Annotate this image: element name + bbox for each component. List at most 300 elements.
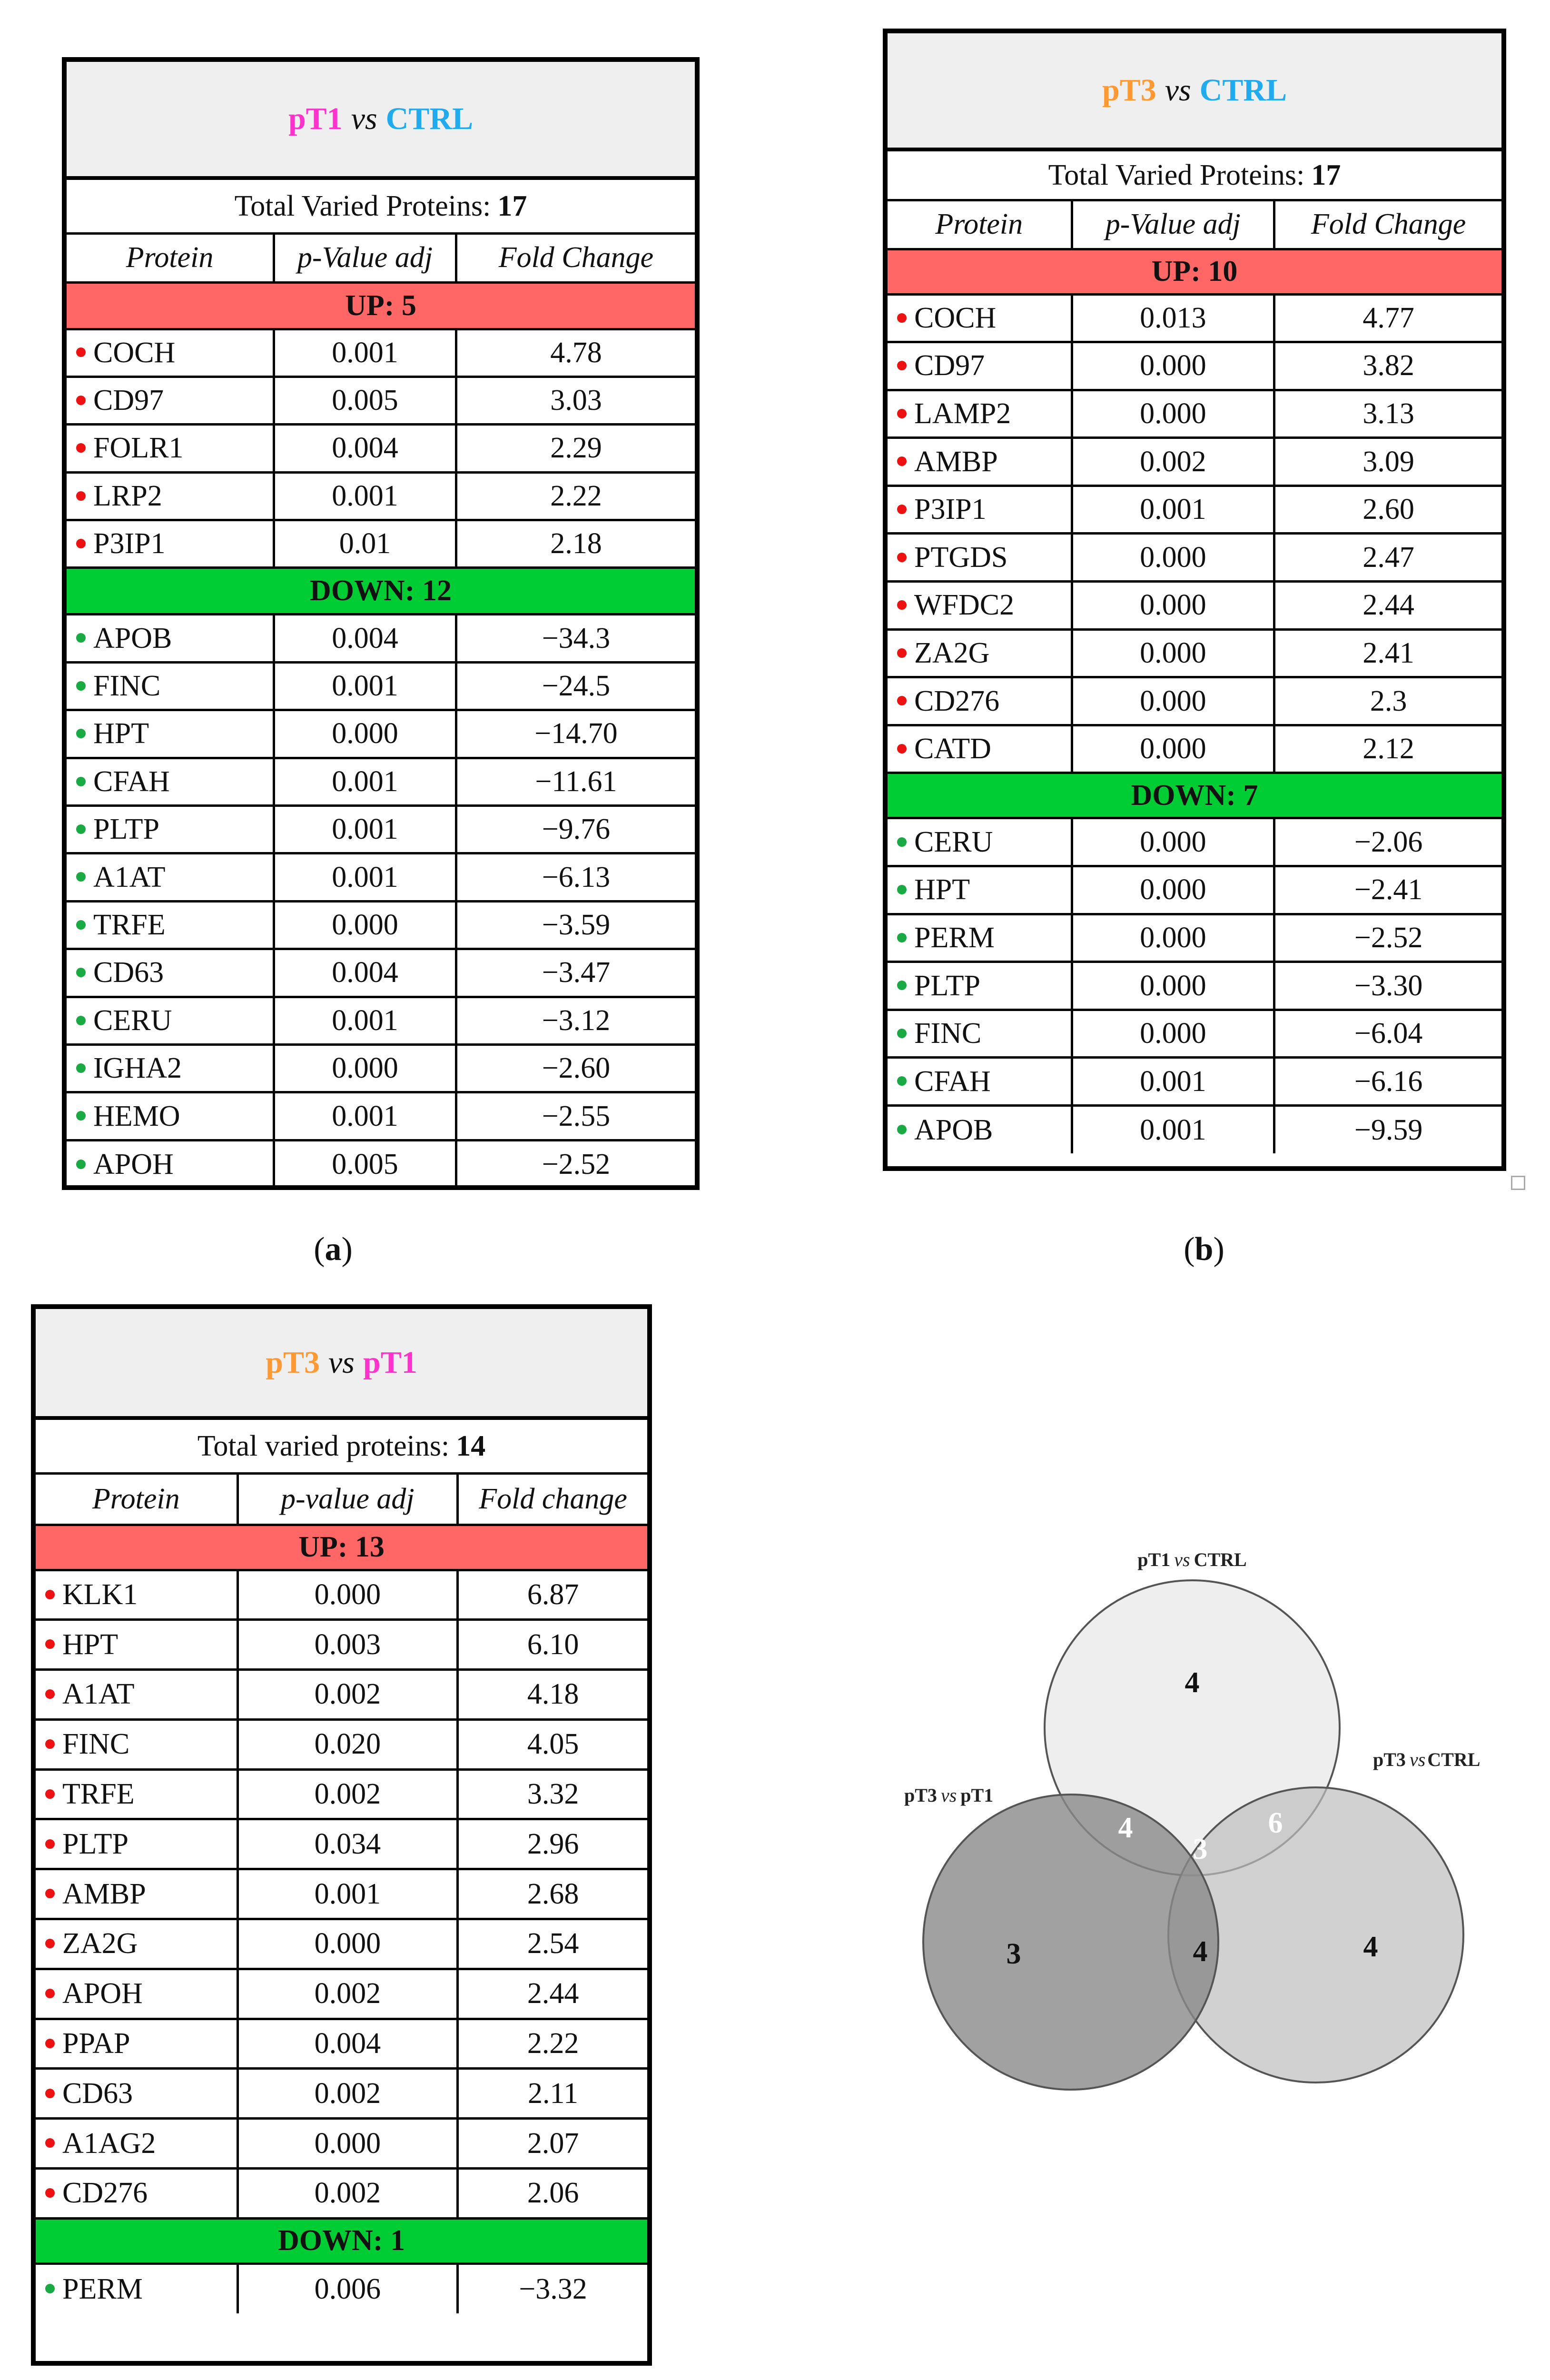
- table-row: [36, 1919, 647, 1969]
- p-value-cell: 0.001: [1072, 1106, 1274, 1154]
- protein-name: [888, 962, 1072, 1010]
- table-row: [888, 486, 1501, 534]
- table-panel-a: [62, 57, 700, 1190]
- fold-change-cell: 6.10: [458, 1620, 647, 1670]
- up-group-header: UP: 10: [888, 249, 1501, 294]
- green-dot-icon: [76, 1016, 86, 1025]
- green-dot-icon: [76, 777, 86, 786]
- venn-count-top-left: 4: [1118, 1812, 1133, 1844]
- protein-label: FOLR1: [93, 432, 184, 465]
- protein-name: [36, 1869, 237, 1919]
- protein-name: [67, 997, 274, 1044]
- protein-label: AMBP: [914, 445, 998, 478]
- protein-label: HPT: [914, 873, 970, 906]
- protein-label: APOH: [62, 1977, 143, 2010]
- green-dot-icon: [76, 729, 86, 738]
- red-dot-icon: [45, 2089, 55, 2098]
- p-value-cell: 0.000: [1072, 725, 1274, 773]
- title-vs: vs: [328, 1345, 355, 1380]
- total-label: Total Varied Proteins:: [234, 189, 491, 222]
- table-row: [67, 425, 695, 472]
- red-dot-icon: [45, 1590, 55, 1599]
- protein-name: [36, 2019, 237, 2069]
- fold-change-cell: −6.16: [1274, 1058, 1501, 1106]
- title-vs: vs: [1165, 73, 1191, 108]
- fold-change-cell: 2.41: [1274, 629, 1501, 677]
- protein-name: [888, 534, 1072, 582]
- protein-name: [67, 472, 274, 520]
- protein-name: [36, 2069, 237, 2119]
- p-value-cell: 0.001: [274, 1092, 456, 1140]
- red-dot-icon: [76, 443, 86, 453]
- fold-change-cell: 4.05: [458, 1719, 647, 1769]
- table-row: [67, 853, 695, 901]
- red-dot-icon: [45, 2138, 55, 2148]
- red-dot-icon: [76, 347, 86, 357]
- fold-change-cell: 2.11: [458, 2069, 647, 2119]
- table-panel-c: [31, 1304, 652, 2366]
- table-row: [888, 438, 1501, 486]
- protein-name: [67, 615, 274, 662]
- table-row: [36, 1620, 647, 1670]
- venn-count-left-right: 4: [1193, 1935, 1208, 1968]
- red-dot-icon: [45, 1939, 55, 1948]
- protein-name: [67, 1044, 274, 1092]
- protein-name: [888, 725, 1072, 773]
- fold-change-cell: 2.68: [458, 1869, 647, 1919]
- protein-label: CD97: [93, 384, 164, 417]
- protein-name: [888, 677, 1072, 725]
- total-varied-proteins: [67, 180, 695, 235]
- green-dot-icon: [897, 885, 907, 894]
- protein-table: [36, 1475, 647, 2313]
- red-dot-icon: [45, 1789, 55, 1799]
- p-value-cell: 0.004: [274, 425, 456, 472]
- protein-name: [67, 806, 274, 853]
- protein-label: PTGDS: [914, 541, 1008, 574]
- p-value-cell: 0.002: [237, 2169, 458, 2219]
- green-dot-icon: [897, 933, 907, 942]
- fold-change-cell: −9.76: [456, 806, 695, 853]
- table-row: [36, 2069, 647, 2119]
- protein-name: [888, 914, 1072, 962]
- table-row: [67, 806, 695, 853]
- p-value-cell: 0.000: [1072, 390, 1274, 438]
- protein-name: [888, 438, 1072, 486]
- table-row: [67, 710, 695, 758]
- total-varied-proteins: [36, 1420, 647, 1475]
- protein-name: [36, 2263, 237, 2313]
- red-dot-icon: [45, 1989, 55, 1998]
- green-dot-icon: [897, 1125, 907, 1134]
- p-value-cell: 0.020: [237, 1719, 458, 1769]
- fold-change-cell: −6.04: [1274, 1010, 1501, 1058]
- table-title: [888, 33, 1501, 151]
- protein-name: [888, 866, 1072, 914]
- down-group-header: DOWN: 7: [888, 773, 1501, 818]
- protein-label: CD63: [93, 956, 164, 989]
- protein-name: [67, 710, 274, 758]
- protein-label: IGHA2: [93, 1052, 182, 1085]
- table-row: [67, 1092, 695, 1140]
- total-value: 17: [497, 189, 527, 222]
- fold-change-cell: 3.32: [458, 1769, 647, 1819]
- caption-b: (b): [1184, 1231, 1224, 1268]
- fold-change-cell: 2.54: [458, 1919, 647, 1969]
- p-value-cell: 0.001: [237, 1869, 458, 1919]
- total-varied-proteins: [888, 151, 1501, 201]
- protein-name: [36, 1819, 237, 1869]
- fold-change-cell: 2.07: [458, 2119, 647, 2169]
- p-value-cell: 0.000: [1072, 677, 1274, 725]
- red-dot-icon: [897, 553, 907, 562]
- table-row: [36, 1670, 647, 1720]
- down-group-header: DOWN: 1: [36, 2218, 647, 2263]
- protein-label: FINC: [914, 1017, 982, 1050]
- protein-name: [67, 1140, 274, 1188]
- table-row: [36, 1969, 647, 2019]
- protein-name: [36, 1919, 237, 1969]
- protein-label: HEMO: [93, 1100, 180, 1132]
- total-label: Total Varied Proteins:: [1048, 159, 1305, 191]
- fold-change-cell: −3.30: [1274, 962, 1501, 1010]
- table-row: [36, 1769, 647, 1819]
- table-row: [888, 866, 1501, 914]
- p-value-cell: 0.002: [237, 1670, 458, 1720]
- table-row: [67, 997, 695, 1044]
- fold-change-cell: 2.22: [458, 2019, 647, 2069]
- fold-change-cell: 4.77: [1274, 294, 1501, 342]
- green-dot-icon: [897, 1076, 907, 1086]
- p-value-cell: 0.000: [237, 1919, 458, 1969]
- total-label: Total varied proteins:: [197, 1429, 450, 1462]
- protein-name: [888, 1106, 1072, 1154]
- title-group-right: CTRL: [1199, 73, 1287, 108]
- protein-name: [67, 1092, 274, 1140]
- fold-change-cell: 4.78: [456, 329, 695, 377]
- up-group-header: UP: 5: [67, 282, 695, 329]
- green-dot-icon: [45, 2284, 55, 2293]
- p-value-cell: 0.000: [1072, 342, 1274, 390]
- protein-name: [67, 662, 274, 710]
- table-panel-b: [883, 29, 1506, 1171]
- protein-name: [36, 1969, 237, 2019]
- protein-name: [67, 758, 274, 805]
- red-dot-icon: [897, 409, 907, 418]
- venn-count-top-only: 4: [1185, 1666, 1200, 1699]
- table-row: [36, 1570, 647, 1620]
- table-row: [67, 377, 695, 424]
- p-value-cell: 0.001: [1072, 486, 1274, 534]
- protein-name: [36, 2119, 237, 2169]
- protein-label: CATD: [914, 733, 991, 765]
- venn-count-left-only: 3: [1006, 1938, 1021, 1970]
- corner-marker: [1511, 1176, 1525, 1190]
- table-title: [36, 1309, 647, 1420]
- protein-name: [36, 1620, 237, 1670]
- title-group-right: pT1: [363, 1345, 417, 1380]
- protein-label: PPAP: [62, 2027, 130, 2060]
- protein-label: TRFE: [62, 1778, 135, 1811]
- red-dot-icon: [897, 696, 907, 705]
- fold-change-cell: 2.44: [1274, 582, 1501, 630]
- protein-label: A1AT: [93, 861, 166, 893]
- red-dot-icon: [897, 313, 907, 323]
- table-row: [888, 1106, 1501, 1154]
- protein-label: CERU: [93, 1004, 172, 1037]
- table-row: [36, 1819, 647, 1869]
- red-dot-icon: [45, 2188, 55, 2198]
- fold-change-cell: 2.44: [458, 1969, 647, 2019]
- protein-name: [888, 629, 1072, 677]
- table-title: [67, 62, 695, 180]
- protein-label: FINC: [93, 670, 161, 703]
- table-row: [67, 520, 695, 568]
- venn-circle-left: [923, 1795, 1218, 2090]
- protein-name: [888, 1058, 1072, 1106]
- table-row: [888, 962, 1501, 1010]
- venn-label-top: pT1 vs CTRL: [1137, 1549, 1247, 1570]
- red-dot-icon: [897, 744, 907, 754]
- fold-change-cell: −2.52: [1274, 914, 1501, 962]
- p-value-cell: 0.003: [237, 1620, 458, 1670]
- p-value-cell: 0.002: [1072, 438, 1274, 486]
- protein-label: CERU: [914, 825, 993, 858]
- protein-label: HPT: [62, 1628, 118, 1661]
- table-row: [36, 2169, 647, 2219]
- table-row: [67, 1044, 695, 1092]
- fold-change-cell: −34.3: [456, 615, 695, 662]
- table-row: [36, 1719, 647, 1769]
- red-dot-icon: [897, 361, 907, 370]
- red-dot-icon: [76, 539, 86, 548]
- protein-label: A1AG2: [62, 2127, 156, 2160]
- protein-label: AMBP: [62, 1877, 146, 1910]
- p-value-cell: 0.000: [274, 901, 456, 949]
- fold-change-cell: 3.03: [456, 377, 695, 424]
- fold-change-cell: 2.47: [1274, 534, 1501, 582]
- table-row: [888, 629, 1501, 677]
- protein-label: P3IP1: [914, 493, 987, 526]
- venn-diagram: [857, 1499, 1532, 2213]
- table-row: [888, 914, 1501, 962]
- protein-label: CD63: [62, 2077, 133, 2110]
- green-dot-icon: [897, 1029, 907, 1038]
- p-value-cell: 0.001: [274, 997, 456, 1044]
- table-row: [888, 1010, 1501, 1058]
- table-row: [36, 1869, 647, 1919]
- table-row: [36, 2019, 647, 2069]
- red-dot-icon: [897, 456, 907, 466]
- table-row: [888, 294, 1501, 342]
- column-header: p-value adj: [237, 1475, 458, 1525]
- p-value-cell: 0.001: [1072, 1058, 1274, 1106]
- p-value-cell: 0.001: [274, 662, 456, 710]
- table-row: [888, 818, 1501, 866]
- table-row: [888, 534, 1501, 582]
- red-dot-icon: [45, 1889, 55, 1898]
- protein-label: PLTP: [93, 813, 160, 846]
- down-group-header: DOWN: 12: [67, 568, 695, 615]
- fold-change-cell: −3.32: [458, 2263, 647, 2313]
- p-value-cell: 0.001: [274, 329, 456, 377]
- protein-label: COCH: [93, 336, 176, 369]
- protein-table: [888, 201, 1501, 1153]
- column-header: Fold Change: [1274, 201, 1501, 249]
- protein-name: [36, 2169, 237, 2219]
- total-value: 17: [1311, 159, 1341, 191]
- title-group-left: pT3: [266, 1345, 320, 1380]
- table-row: [67, 662, 695, 710]
- protein-label: KLK1: [62, 1578, 138, 1611]
- protein-label: LRP2: [93, 479, 162, 512]
- p-value-cell: 0.000: [1072, 629, 1274, 677]
- protein-name: [888, 582, 1072, 630]
- protein-name: [67, 901, 274, 949]
- protein-name: [36, 1769, 237, 1819]
- protein-label: APOB: [93, 622, 172, 654]
- column-header: Protein: [888, 201, 1072, 249]
- p-value-cell: 0.001: [274, 806, 456, 853]
- p-value-cell: 0.004: [237, 2019, 458, 2069]
- red-dot-icon: [76, 491, 86, 501]
- fold-change-cell: 3.13: [1274, 390, 1501, 438]
- fold-change-cell: −3.12: [456, 997, 695, 1044]
- p-value-cell: 0.004: [274, 949, 456, 997]
- green-dot-icon: [76, 824, 86, 834]
- p-value-cell: 0.000: [1072, 1010, 1274, 1058]
- p-value-cell: 0.013: [1072, 294, 1274, 342]
- p-value-cell: 0.001: [274, 853, 456, 901]
- title-group-left: pT1: [288, 101, 343, 136]
- fold-change-cell: −3.47: [456, 949, 695, 997]
- fold-change-cell: 3.82: [1274, 342, 1501, 390]
- title-group-right: CTRL: [385, 101, 474, 136]
- protein-label: TRFE: [93, 908, 166, 941]
- green-dot-icon: [76, 681, 86, 691]
- protein-label: PERM: [914, 921, 995, 954]
- green-dot-icon: [76, 1111, 86, 1121]
- table-row: [888, 342, 1501, 390]
- table-row: [36, 2263, 647, 2313]
- column-header: Fold change: [458, 1475, 647, 1525]
- up-group-header: UP: 13: [36, 1525, 647, 1570]
- fold-change-cell: 2.22: [456, 472, 695, 520]
- protein-label: WFDC2: [914, 589, 1015, 622]
- table-row: [67, 472, 695, 520]
- venn-count-right-only: 4: [1363, 1931, 1378, 1963]
- title-group-left: pT3: [1102, 73, 1156, 108]
- protein-name: [36, 1570, 237, 1620]
- p-value-cell: 0.000: [237, 2119, 458, 2169]
- fold-change-cell: 6.87: [458, 1570, 647, 1620]
- fold-change-cell: −9.59: [1274, 1106, 1501, 1154]
- p-value-cell: 0.000: [1072, 818, 1274, 866]
- protein-label: ZA2G: [914, 636, 990, 669]
- protein-label: APOH: [93, 1148, 174, 1181]
- protein-label: CFAH: [93, 765, 170, 798]
- table-row: [67, 758, 695, 805]
- protein-name: [36, 1719, 237, 1769]
- p-value-cell: 0.005: [274, 377, 456, 424]
- protein-label: HPT: [93, 717, 149, 750]
- venn-count-all: 3: [1193, 1833, 1208, 1865]
- protein-label: PLTP: [62, 1827, 129, 1860]
- column-header: Fold Change: [456, 235, 695, 282]
- column-header: Protein: [36, 1475, 237, 1525]
- green-dot-icon: [76, 1063, 86, 1073]
- protein-label: FINC: [62, 1728, 130, 1761]
- green-dot-icon: [897, 981, 907, 990]
- red-dot-icon: [76, 396, 86, 405]
- fold-change-cell: −6.13: [456, 853, 695, 901]
- table-row: [67, 901, 695, 949]
- venn-label-left: pT3 vs pT1: [904, 1785, 994, 1806]
- p-value-cell: 0.002: [237, 1769, 458, 1819]
- fold-change-cell: 2.60: [1274, 486, 1501, 534]
- protein-label: APOB: [914, 1113, 993, 1146]
- p-value-cell: 0.001: [274, 472, 456, 520]
- p-value-cell: 0.034: [237, 1819, 458, 1869]
- p-value-cell: 0.005: [274, 1140, 456, 1188]
- fold-change-cell: 2.06: [458, 2169, 647, 2219]
- p-value-cell: 0.000: [274, 1044, 456, 1092]
- fold-change-cell: −3.59: [456, 901, 695, 949]
- p-value-cell: 0.000: [237, 1570, 458, 1620]
- fold-change-cell: −2.06: [1274, 818, 1501, 866]
- red-dot-icon: [45, 1639, 55, 1649]
- red-dot-icon: [897, 505, 907, 514]
- fold-change-cell: 2.12: [1274, 725, 1501, 773]
- red-dot-icon: [897, 600, 907, 610]
- fold-change-cell: 2.3: [1274, 677, 1501, 725]
- p-value-cell: 0.002: [237, 2069, 458, 2119]
- column-header: p-Value adj: [274, 235, 456, 282]
- column-header: p-Value adj: [1072, 201, 1274, 249]
- protein-label: P3IP1: [93, 527, 166, 560]
- protein-label: CD97: [914, 349, 985, 382]
- protein-name: [67, 520, 274, 568]
- green-dot-icon: [76, 920, 86, 930]
- protein-label: CFAH: [914, 1065, 991, 1098]
- table-row: [888, 390, 1501, 438]
- fold-change-cell: 2.18: [456, 520, 695, 568]
- table-row: [888, 677, 1501, 725]
- venn-label-right: pT3 vs CTRL: [1373, 1749, 1481, 1770]
- p-value-cell: 0.000: [1072, 534, 1274, 582]
- protein-name: [888, 1010, 1072, 1058]
- venn-count-top-right: 6: [1268, 1807, 1283, 1839]
- fold-change-cell: −2.52: [456, 1140, 695, 1188]
- fold-change-cell: −2.55: [456, 1092, 695, 1140]
- p-value-cell: 0.006: [237, 2263, 458, 2313]
- fold-change-cell: −2.41: [1274, 866, 1501, 914]
- protein-label: CD276: [914, 684, 1000, 717]
- protein-label: A1AT: [62, 1678, 135, 1711]
- green-dot-icon: [897, 837, 907, 847]
- p-value-cell: 0.002: [237, 1969, 458, 2019]
- p-value-cell: 0.004: [274, 615, 456, 662]
- protein-label: PERM: [62, 2272, 143, 2305]
- fold-change-cell: 2.96: [458, 1819, 647, 1869]
- green-dot-icon: [76, 1160, 86, 1169]
- p-value-cell: 0.000: [274, 710, 456, 758]
- fold-change-cell: 4.18: [458, 1670, 647, 1720]
- fold-change-cell: −14.70: [456, 710, 695, 758]
- red-dot-icon: [897, 648, 907, 658]
- fold-change-cell: 2.29: [456, 425, 695, 472]
- red-dot-icon: [45, 2039, 55, 2048]
